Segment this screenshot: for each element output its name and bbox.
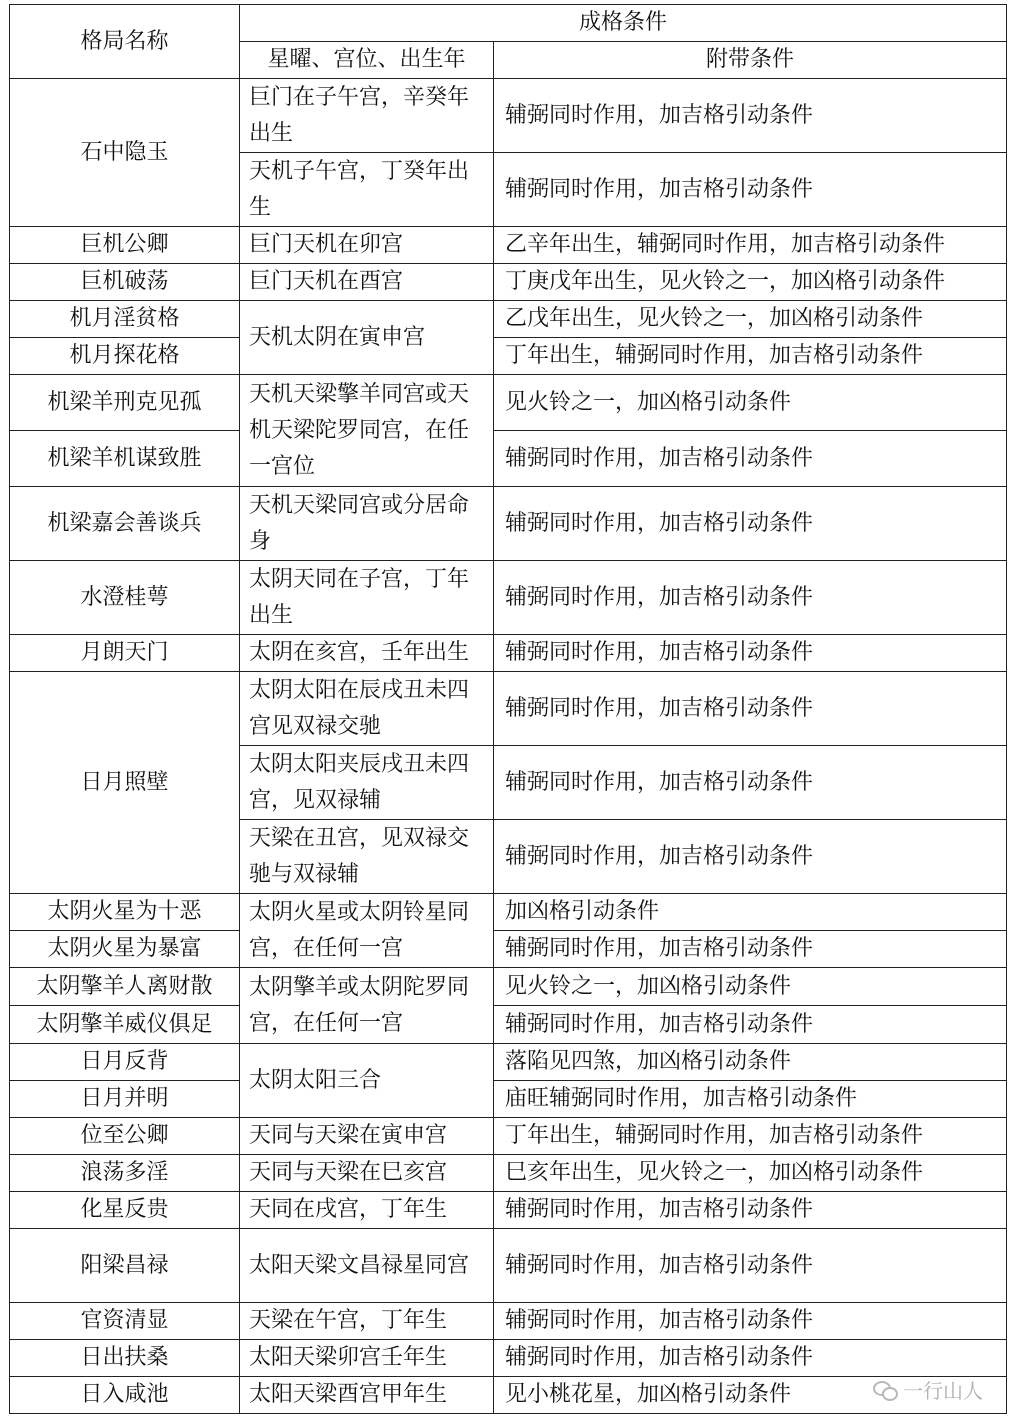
- pattern-name: 化星反贵: [10, 1192, 240, 1229]
- pattern-extra: 辅弼同时作用，加吉格引动条件: [494, 561, 1007, 635]
- pattern-extra: 丁年出生，辅弼同时作用，加吉格引动条件: [494, 1118, 1007, 1155]
- pattern-stars: 太阳天梁文昌禄星同宫: [240, 1229, 494, 1303]
- header-pattern-name: 格局名称: [10, 5, 240, 79]
- pattern-extra: 乙辛年出生，辅弼同时作用，加吉格引动条件: [494, 227, 1007, 264]
- pattern-name: 水澄桂萼: [10, 561, 240, 635]
- pattern-name: 石中隐玉: [10, 79, 240, 227]
- pattern-extra: 辅弼同时作用，加吉格引动条件: [494, 153, 1007, 227]
- header-extra: 附带条件: [494, 42, 1007, 79]
- pattern-extra: 见小桃花星，加凶格引动条件: [494, 1377, 1007, 1414]
- pattern-extra: 加凶格引动条件: [494, 894, 1007, 931]
- pattern-stars: 天同在戌宫，丁年生: [240, 1192, 494, 1229]
- pattern-stars: 天梁在午宫，丁年生: [240, 1303, 494, 1340]
- pattern-stars: 巨门在子午宫，辛癸年出生: [240, 79, 494, 153]
- pattern-name: 机梁嘉会善谈兵: [10, 487, 240, 561]
- pattern-extra: 辅弼同时作用，加吉格引动条件: [494, 79, 1007, 153]
- pattern-name: 日月并明: [10, 1081, 240, 1118]
- pattern-stars: 天机太阴在寅申宫: [240, 301, 494, 375]
- pattern-name: 日出扶桑: [10, 1340, 240, 1377]
- pattern-name: 太阴火星为暴富: [10, 931, 240, 968]
- pattern-name: 机月淫贫格: [10, 301, 240, 338]
- pattern-name: 日入咸池: [10, 1377, 240, 1414]
- pattern-stars: 太阳天梁卯宫壬年生: [240, 1340, 494, 1377]
- pattern-extra: 辅弼同时作用，加吉格引动条件: [494, 1229, 1007, 1303]
- pattern-stars: 天机子午宫，丁癸年出生: [240, 153, 494, 227]
- header-conditions: 成格条件: [240, 5, 1007, 42]
- pattern-name: 机梁羊机谋致胜: [10, 431, 240, 487]
- pattern-extra: 辅弼同时作用，加吉格引动条件: [494, 931, 1007, 968]
- pattern-extra: 巳亥年出生，见火铃之一，加凶格引动条件: [494, 1155, 1007, 1192]
- pattern-stars: 太阴擎羊或太阴陀罗同宫，在任何一宫: [240, 968, 494, 1044]
- pattern-stars: 天梁在丑宫，见双禄交驰与双禄辅: [240, 820, 494, 894]
- pattern-extra: 辅弼同时作用，加吉格引动条件: [494, 672, 1007, 746]
- pattern-stars: 天同与天梁在巳亥宫: [240, 1155, 494, 1192]
- pattern-extra: 辅弼同时作用，加吉格引动条件: [494, 1340, 1007, 1377]
- pattern-stars: 太阳天梁酉宫甲年生: [240, 1377, 494, 1414]
- pattern-stars: 太阴太阳在辰戌丑未四宫见双禄交驰: [240, 672, 494, 746]
- pattern-extra: 见火铃之一，加凶格引动条件: [494, 375, 1007, 431]
- pattern-stars: 太阴天同在子宫，丁年出生: [240, 561, 494, 635]
- pattern-name: 太阴擎羊威仪俱足: [10, 1006, 240, 1044]
- pattern-name: 机月探花格: [10, 338, 240, 375]
- pattern-name: 日月照壁: [10, 672, 240, 894]
- pattern-extra: 辅弼同时作用，加吉格引动条件: [494, 431, 1007, 487]
- pattern-name: 太阴火星为十恶: [10, 894, 240, 931]
- pattern-extra: 丁年出生，辅弼同时作用，加吉格引动条件: [494, 338, 1007, 375]
- pattern-name: 位至公卿: [10, 1118, 240, 1155]
- pattern-name: 官资清显: [10, 1303, 240, 1340]
- pattern-stars: 天同与天梁在寅申宫: [240, 1118, 494, 1155]
- watermark-text: 一行山人: [903, 1379, 983, 1403]
- pattern-stars: 太阴太阳夹辰戌丑未四宫，见双禄辅: [240, 746, 494, 820]
- pattern-stars: 太阴太阳三合: [240, 1044, 494, 1118]
- pattern-stars: 天机天梁同宫或分居命身: [240, 487, 494, 561]
- pattern-extra: 辅弼同时作用，加吉格引动条件: [494, 820, 1007, 894]
- pattern-name: 浪荡多淫: [10, 1155, 240, 1192]
- pattern-name: 日月反背: [10, 1044, 240, 1081]
- pattern-extra: 辅弼同时作用，加吉格引动条件: [494, 487, 1007, 561]
- pattern-table: [9, 4, 1007, 1414]
- pattern-name: 太阴擎羊人离财散: [10, 968, 240, 1006]
- pattern-name: 巨机破荡: [10, 264, 240, 301]
- pattern-name: 机梁羊刑克见孤: [10, 375, 240, 431]
- pattern-stars: 巨门天机在酉宫: [240, 264, 494, 301]
- pattern-extra: 辅弼同时作用，加吉格引动条件: [494, 635, 1007, 672]
- pattern-extra: 丁庚戊年出生，见火铃之一，加凶格引动条件: [494, 264, 1007, 301]
- pattern-stars: 天机天梁擎羊同宫或天机天梁陀罗同宫，在任一宫位: [240, 375, 494, 487]
- header-stars: 星曜、宫位、出生年: [240, 42, 494, 79]
- pattern-extra: 辅弼同时作用，加吉格引动条件: [494, 1006, 1007, 1044]
- pattern-name: 月朗天门: [10, 635, 240, 672]
- pattern-stars: 太阴火星或太阴铃星同宫，在任何一宫: [240, 894, 494, 968]
- pattern-extra: 落陷见四煞，加凶格引动条件: [494, 1044, 1007, 1081]
- wechat-icon: [873, 1380, 897, 1400]
- pattern-extra: 乙戊年出生，见火铃之一，加凶格引动条件: [494, 301, 1007, 338]
- pattern-stars: 太阴在亥宫，壬年出生: [240, 635, 494, 672]
- pattern-extra: 辅弼同时作用，加吉格引动条件: [494, 1303, 1007, 1340]
- pattern-stars: 巨门天机在卯宫: [240, 227, 494, 264]
- watermark: [873, 1375, 983, 1404]
- pattern-extra: 见火铃之一，加凶格引动条件: [494, 968, 1007, 1006]
- pattern-extra: 辅弼同时作用，加吉格引动条件: [494, 1192, 1007, 1229]
- pattern-name: 阳梁昌禄: [10, 1229, 240, 1303]
- pattern-extra: 庙旺辅弼同时作用，加吉格引动条件: [494, 1081, 1007, 1118]
- pattern-extra: 辅弼同时作用，加吉格引动条件: [494, 746, 1007, 820]
- pattern-name: 巨机公卿: [10, 227, 240, 264]
